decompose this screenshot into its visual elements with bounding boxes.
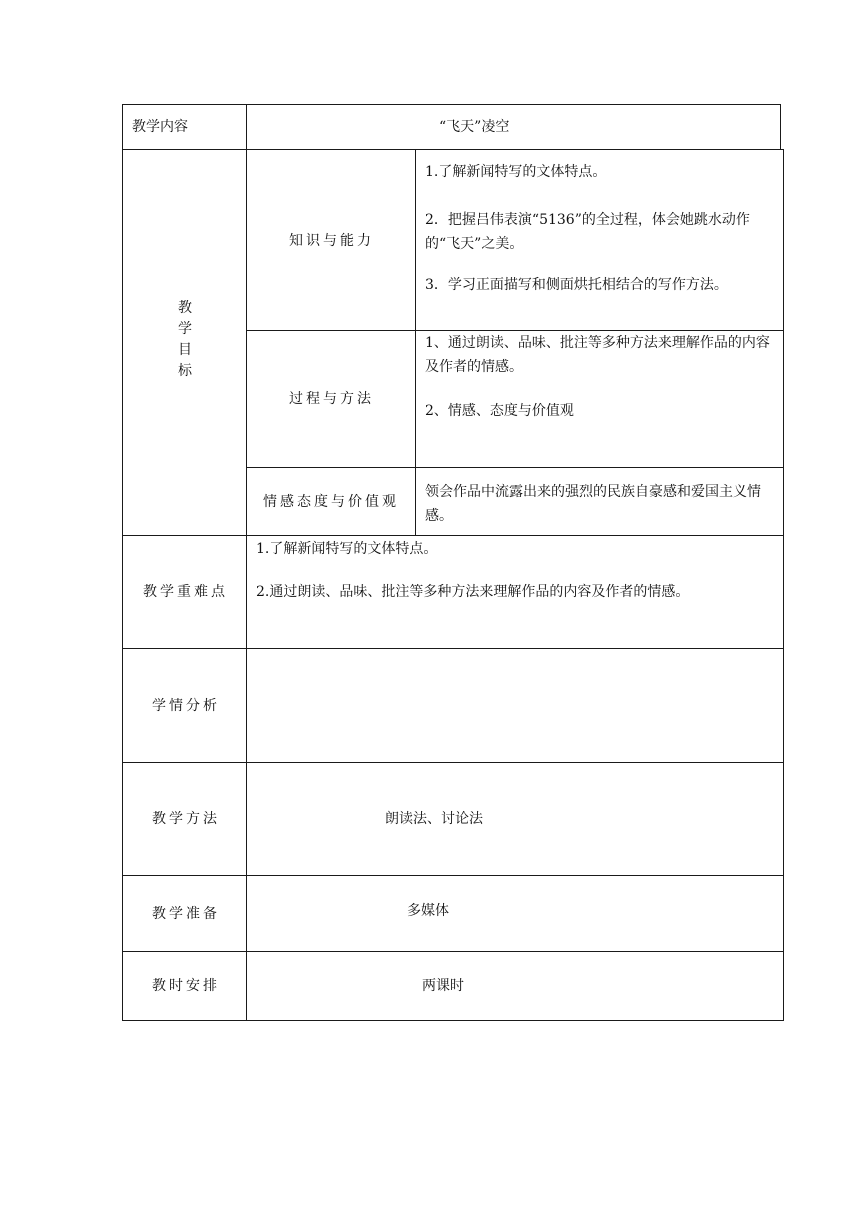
preparation-content-cell — [246, 875, 784, 952]
attitude-text: 领会作品中流露出来的强烈的民族自豪感和爱国主义情感。 — [425, 484, 761, 524]
header-label-cell — [122, 104, 247, 150]
schedule-content-cell — [246, 951, 784, 1021]
analysis-label-cell — [122, 648, 247, 763]
schedule-label-cell — [122, 951, 247, 1021]
process-label: 过程与方法 — [289, 391, 374, 407]
key-points-content-cell — [246, 535, 784, 649]
key-point-item-1: 1.了解新闻特写的文体特点。 — [256, 541, 438, 557]
knowledge-label: 知识与能力 — [289, 233, 374, 249]
attitude-content-cell — [415, 467, 784, 536]
process-item-2: 2、情感、态度与价值观 — [425, 403, 574, 419]
process-content-cell — [415, 330, 784, 468]
objectives-label: 教学目标 — [178, 300, 192, 379]
preparation-label-cell — [122, 875, 247, 952]
method-label-cell — [122, 762, 247, 876]
schedule-label: 教时安排 — [152, 978, 220, 994]
method-value: 朗读法、讨论法 — [385, 811, 483, 827]
knowledge-content-cell — [415, 149, 784, 331]
knowledge-label-cell — [246, 149, 416, 331]
knowledge-item-3: 3．学习正面描写和侧面烘托相结合的写作方法。 — [425, 277, 728, 293]
lesson-title: “飞天”凌空 — [439, 119, 510, 135]
key-point-item-2: 2.通过朗读、品味、批注等多种方法来理解作品的内容及作者的情感。 — [256, 584, 690, 600]
attitude-label: 情感态度与价值观 — [263, 494, 399, 510]
preparation-value: 多媒体 — [407, 903, 449, 919]
preparation-label: 教学准备 — [152, 906, 220, 922]
analysis-label: 学情分析 — [152, 698, 220, 714]
schedule-value: 两课时 — [422, 978, 464, 994]
knowledge-item-1: 1.了解新闻特写的文体特点。 — [425, 164, 607, 180]
key-points-label-cell — [122, 535, 247, 649]
key-points-label: 教学重难点 — [143, 584, 228, 600]
process-item-1: 1、通过朗读、品味、批注等多种方法来理解作品的内容及作者的情感。 — [425, 335, 770, 375]
process-label-cell — [246, 330, 416, 468]
header-value-cell — [246, 104, 781, 150]
objectives-label-cell — [122, 149, 247, 536]
analysis-content-cell — [246, 648, 784, 763]
method-label: 教学方法 — [152, 811, 220, 827]
attitude-label-cell — [246, 467, 416, 536]
knowledge-item-2: 2．把握吕伟表演“5136”的全过程，体会她跳水动作的“飞天”之美。 — [425, 212, 750, 252]
header-label: 教学内容 — [132, 119, 188, 135]
method-content-cell — [246, 762, 784, 876]
